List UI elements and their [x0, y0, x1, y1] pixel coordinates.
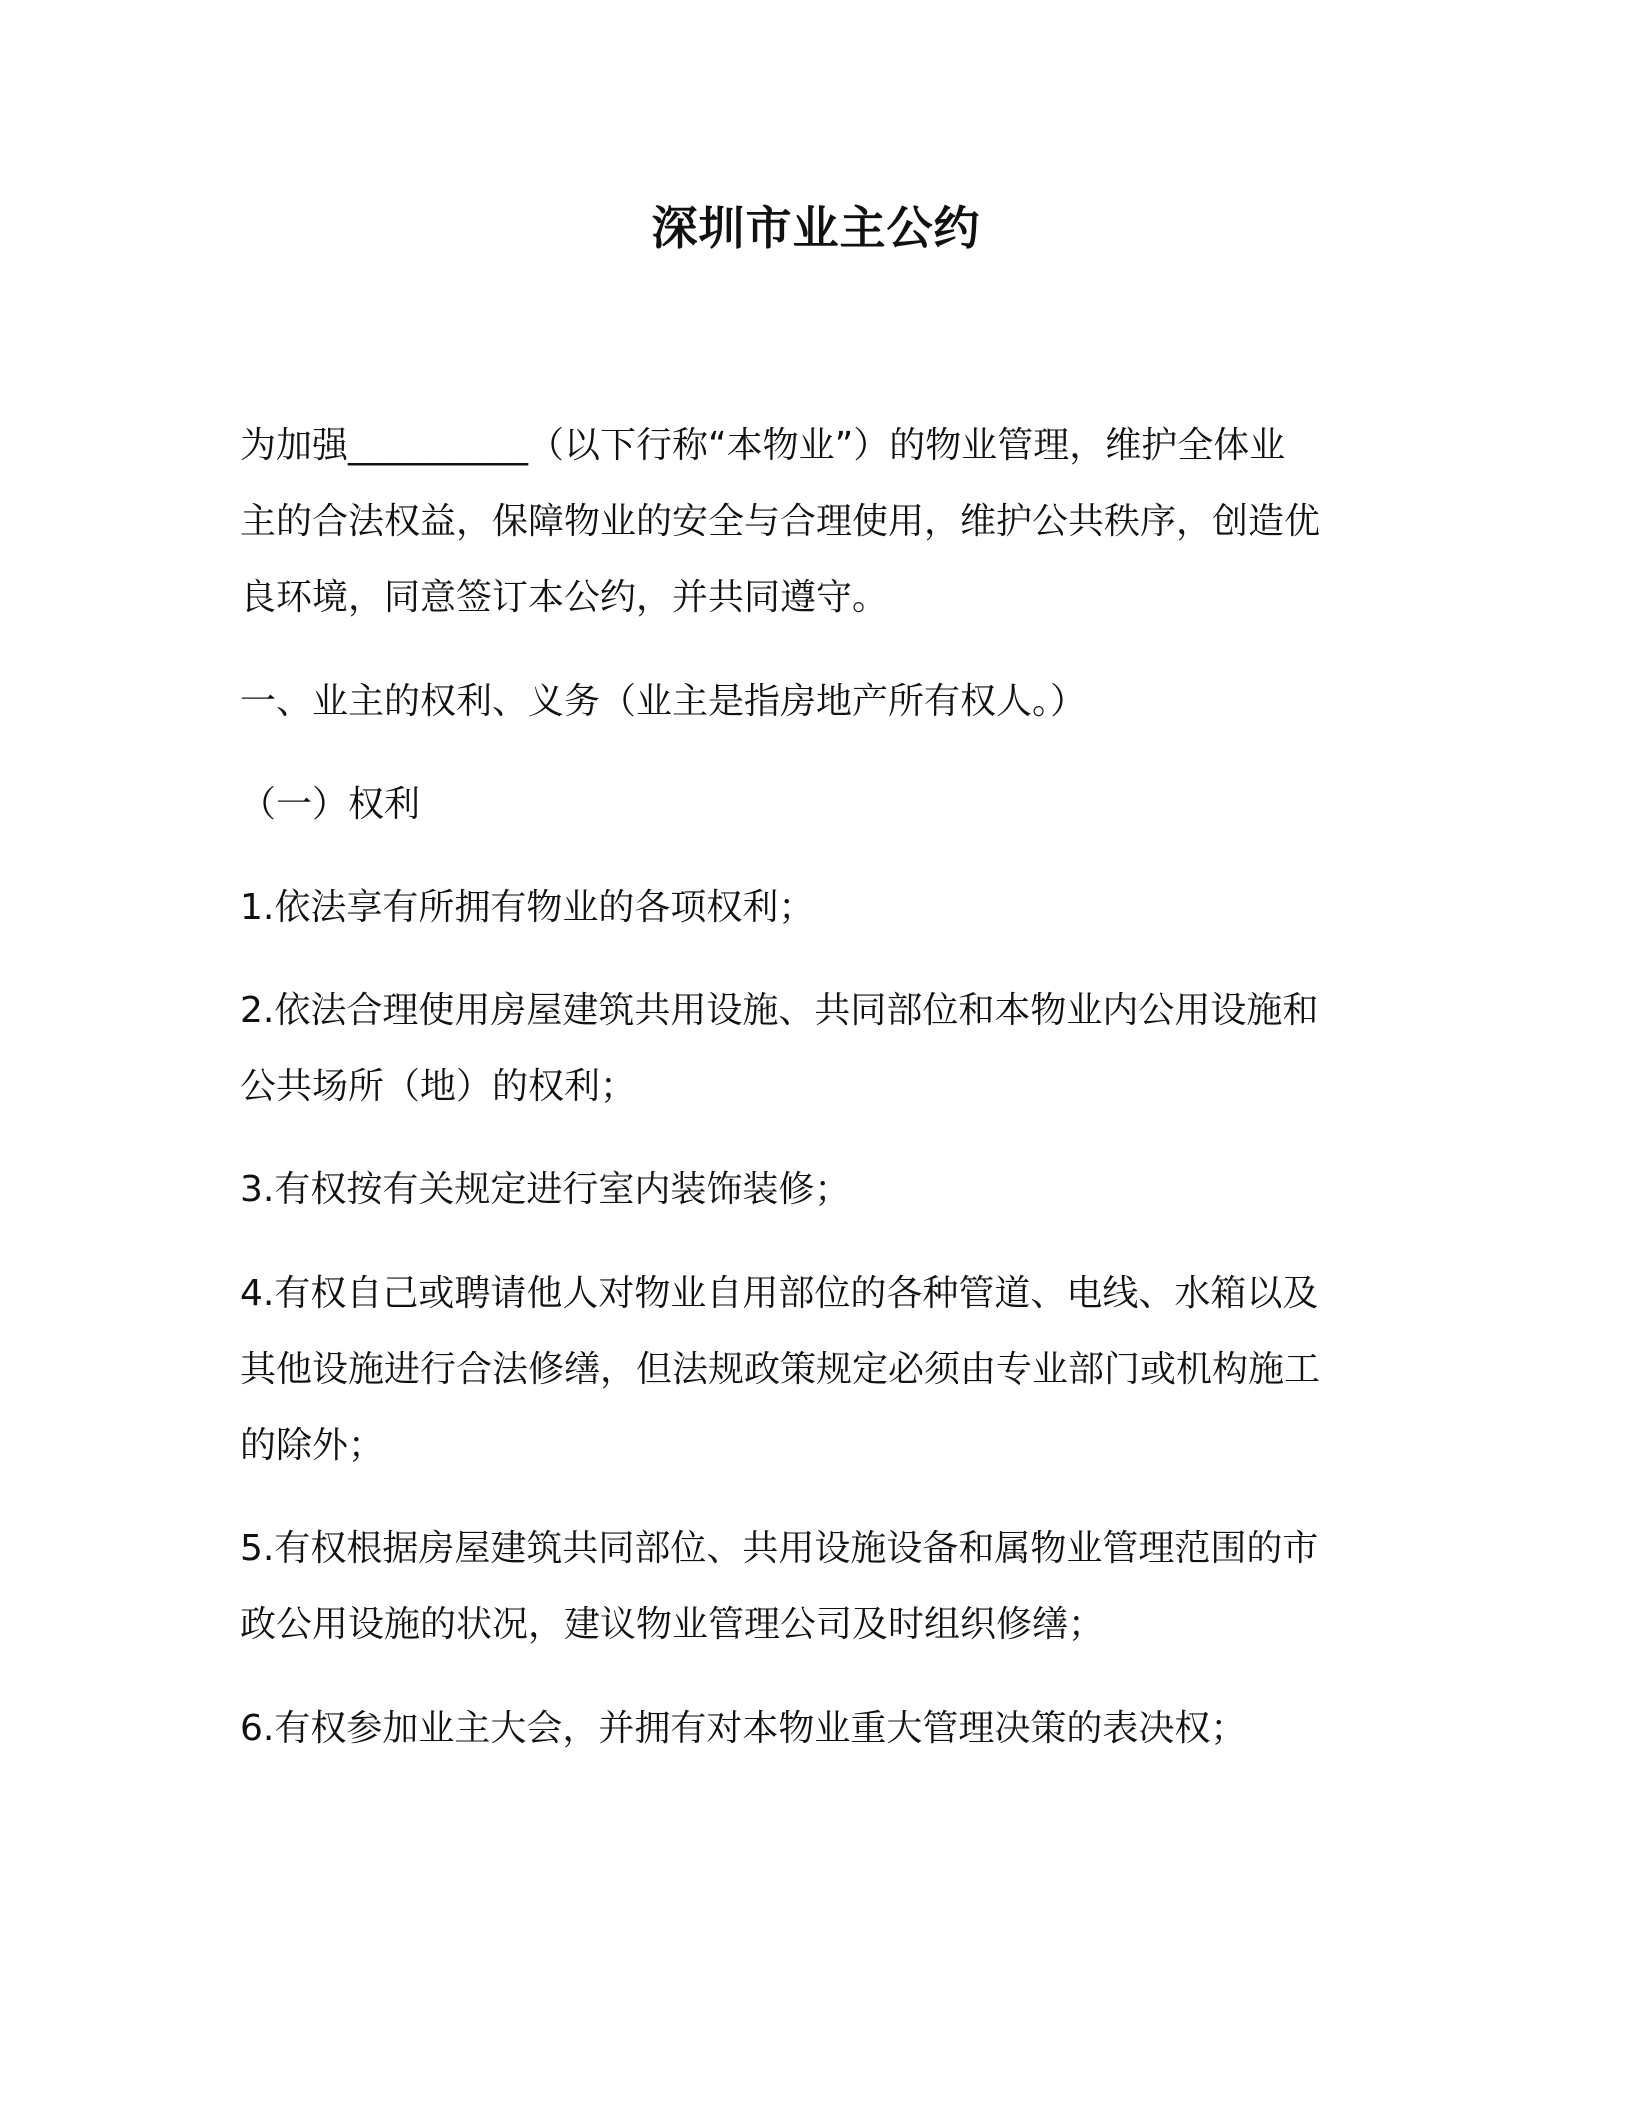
paragraph-line: 良环境，同意签订本公约，并共同遵守。: [240, 577, 889, 618]
paragraph-line: 政公用设施的状况，建议物业管理公司及时组织修缮；: [240, 1604, 1105, 1645]
paragraph-line: 2.依法合理使用房屋建筑共用设施、共同部位和本物业内公用设施和: [240, 990, 1319, 1031]
paragraph-line: 3.有权按有关规定进行室内装饰装修；: [240, 1169, 851, 1210]
paragraph-line: 1.依法享有所拥有物业的各项权利；: [240, 887, 815, 928]
paragraph-line: 5.有权根据房屋建筑共同部位、共用设施设备和属物业管理范围的市: [240, 1528, 1319, 1569]
list-item: [240, 1152, 1390, 1228]
paragraph-line: （一）权利: [240, 784, 421, 825]
paragraph-line: 为加强__________（以下行称“本物业”）的物业管理，维护全体业: [240, 425, 1286, 466]
paragraph-line: 公共场所（地）的权利；: [240, 1066, 637, 1107]
section-heading: [240, 664, 1390, 740]
paragraph-line: 4.有权自己或聘请他人对物业自用部位的各种管道、电线、水箱以及: [240, 1273, 1319, 1314]
subsection-heading: [240, 767, 1390, 843]
list-item: [240, 973, 1390, 1125]
list-item: [240, 870, 1390, 946]
list-item: [240, 1691, 1390, 1767]
preamble-paragraph: [240, 408, 1390, 636]
list-item: [240, 1256, 1390, 1484]
paragraph-line: 6.有权参加业主大会，并拥有对本物业重大管理决策的表决权；: [240, 1708, 1247, 1749]
paragraph-line: 的除外；: [240, 1425, 385, 1466]
document-title: 深圳市业主公约: [651, 201, 981, 255]
paragraph-line: 一、业主的权利、义务（业主是指房地产所有权人。）: [240, 681, 1087, 722]
list-item: [240, 1511, 1390, 1663]
paragraph-line: 其他设施进行合法修缮，但法规政策规定必须由专业部门或机构施工: [240, 1349, 1321, 1390]
paragraph-line: 主的合法权益，保障物业的安全与合理使用，维护公共秩序，创造优: [240, 501, 1321, 542]
